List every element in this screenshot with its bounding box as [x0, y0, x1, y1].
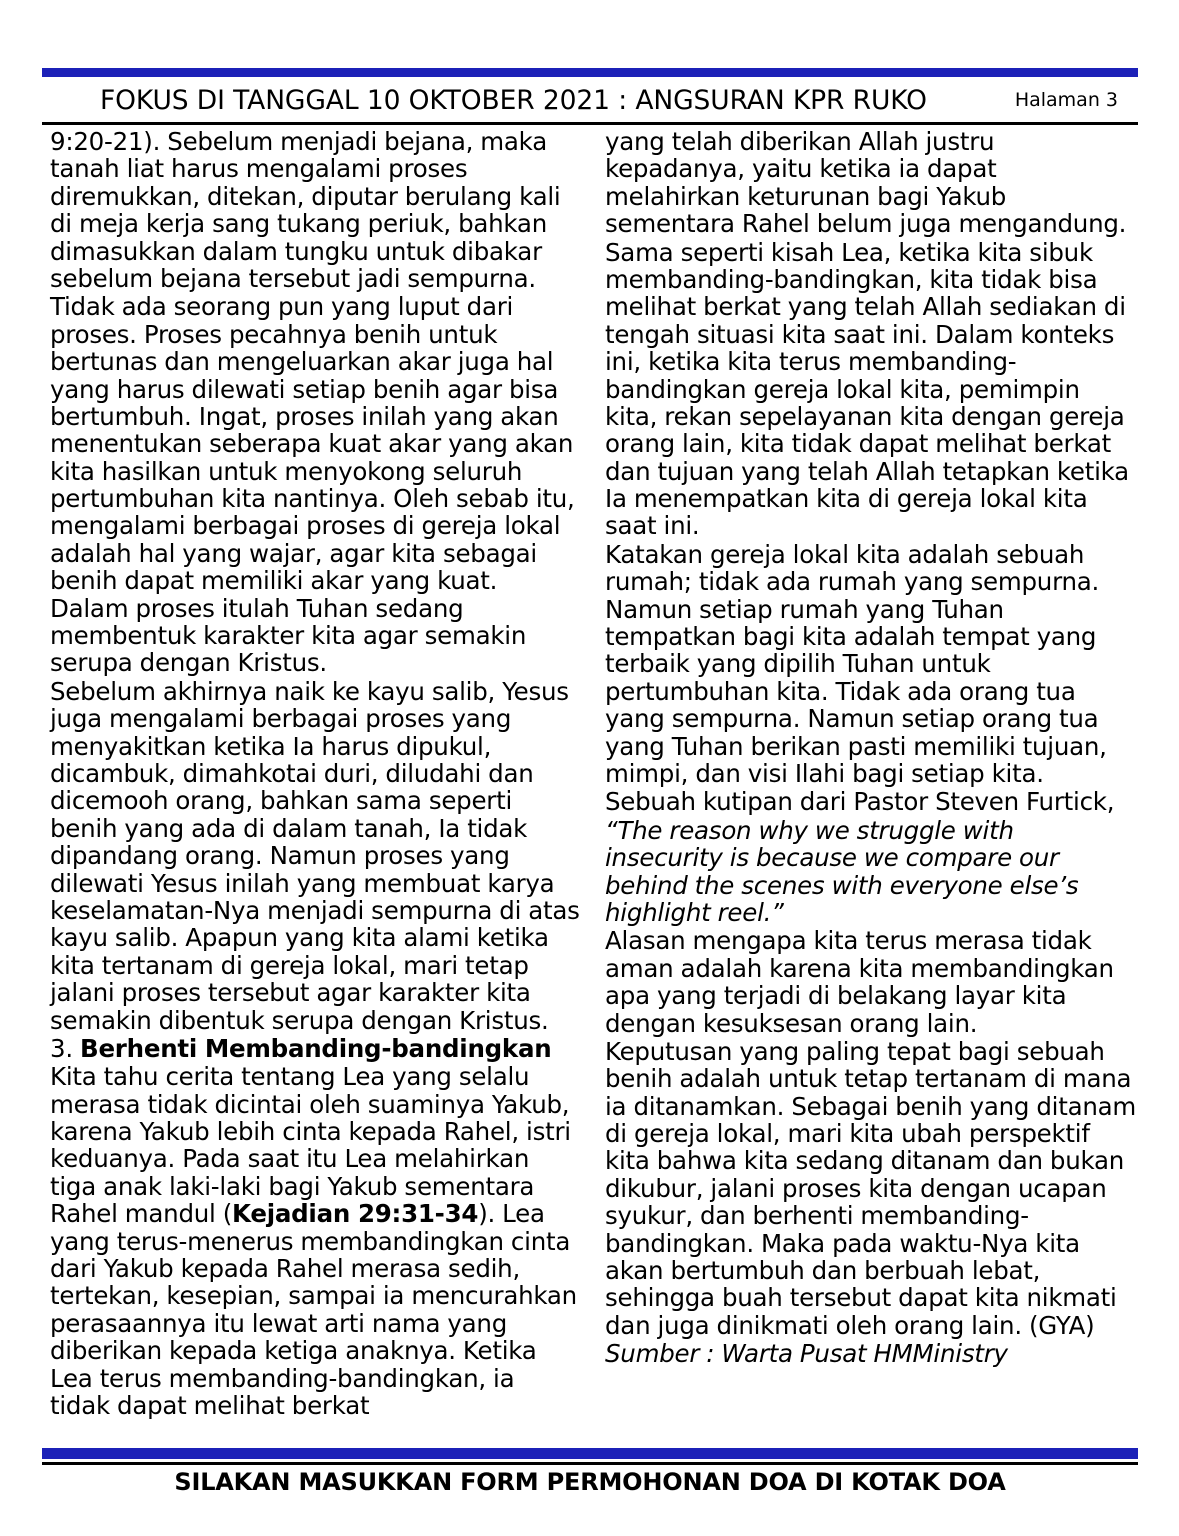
- page-header: [42, 80, 1138, 120]
- footer-text: SILAKAN MASUKKAN FORM PERMOHONAN DOA DI KOTAK DOA: [174, 1468, 1006, 1496]
- footer-blue-rule: [42, 1448, 1138, 1459]
- paragraph-with-reference: [50, 1063, 581, 1419]
- pull-quote: “The reason why we struggle with insecurity is because we compare our behind the scenes with everyone else’s highlight reel.”: [605, 815, 1079, 927]
- paragraph: Sebelum akhirnya naik ke kayu salib, Yesus juga mengalami berbagai proses yang menyakitkan ketika Ia harus dipukul, dicambuk, dimahkotai duri, diludahi dan dicemooh orang, bahkan sama seperti benih yang ada di dalam tanah, Ia tidak dipandang orang. Namun proses yang dilewati Yesus inilah yang membuat karya keselamatan-Nya menjadi sempurna di atas kayu salib. Apapun yang kita alami ketika kita tertanam di gereja lokal, mari tetap jalani proses tersebut agar karakter kita semakin dibentuk serupa dengan Kristus.: [50, 676, 580, 1035]
- header-title: FOKUS DI TANGGAL 10 OKTOBER 2021 : ANGSURAN KPR RUKO: [100, 84, 927, 116]
- header-blue-rule: [42, 68, 1138, 77]
- paragraph-text-part2: ). Lea yang terus-menerus membandingkan cinta dari Yakub kepada Rahel merasa sedih, tertekan, kesepian, sampai ia mencurahkan perasaannya itu lewat arti nama yang diberikan kepada ketiga anaknya. Ketika Lea terus membanding-bandingkan, ia tidak dapat melihat berkat: [50, 1199, 577, 1420]
- page-footer: [42, 1468, 1138, 1496]
- left-column: [50, 128, 581, 1419]
- paragraph: Katakan gereja lokal kita adalah sebuah rumah; tidak ada rumah yang sempurna. Namun setiap rumah yang Tuhan tempatkan bagi kita adalah tempat yang terbaik yang dipilih Tuhan untuk pertumbuhan kita. Tidak ada orang tua yang sempurna. Namun setiap orang tua yang Tuhan berikan pasti memiliki tujuan, mimpi, dan visi Ilahi bagi setiap kita.: [605, 539, 1107, 788]
- source-line: Sumber : Warta Pusat HMMinistry: [605, 1339, 1008, 1369]
- right-column: [605, 128, 1136, 1419]
- paragraph-text-part1: Kita tahu cerita tentang Lea yang selalu merasa tidak dicintai oleh suaminya Yakub, karena Yakub lebih cinta kepada Rahel, istri keduanya. Pada saat itu Lea melahirkan tiga anak laki-laki bagi Yakub sementara Rahel mandul (: [50, 1062, 571, 1229]
- paragraph: 9:20-21). Sebelum menjadi bejana, maka tanah liat harus mengalami proses diremukkan, ditekan, diputar berulang kali di meja kerja sang tukang periuk, bahkan dimasukkan dalam tungku untuk dibakar sebelum bejana tersebut jadi sempurna.: [50, 127, 561, 293]
- section-subheading: [50, 1035, 581, 1062]
- article-columns: [50, 128, 1136, 1419]
- quote-intro: Sebuah kutipan dari Pastor Steven Furtick,: [605, 787, 1115, 817]
- page-number-label: Halaman 3: [1014, 89, 1118, 111]
- paragraph: yang telah diberikan Allah justru kepadanya, yaitu ketika ia dapat melahirkan keturunan bagi Yakub sementara Rahel belum juga mengandung.: [605, 127, 1127, 239]
- subheading-number: 3.: [50, 1033, 81, 1063]
- bible-reference: Kejadian 29:31-34: [232, 1199, 479, 1229]
- footer-black-rule: [42, 1462, 1138, 1465]
- paragraph: Alasan mengapa kita terus merasa tidak aman adalah karena kita membandingkan apa yang terjadi di belakang layar kita dengan kesuksesan orang lain.: [605, 926, 1114, 1038]
- paragraph: Keputusan yang paling tepat bagi sebuah benih adalah untuk tetap tertanam di mana ia ditanamkan. Sebagai benih yang ditanam di gereja lokal, mari kita ubah perspektif kita bahwa kita sedang ditanam dan bukan dikubur, jalani proses kita dengan ucapan syukur, dan berhenti membanding-bandingkan. Maka pada waktu-Nya kita akan bertumbuh dan berbuah lebat, sehingga buah tersebut dapat kita nikmati dan juga dinikmati oleh orang lain. (GYA): [605, 1036, 1137, 1340]
- subheading-text: Berhenti Membanding-bandingkan: [80, 1033, 552, 1063]
- paragraph: Tidak ada seorang pun yang luput dari proses. Proses pecahnya benih untuk bertunas dan mengeluarkan akar juga hal yang harus dilewati setiap benih agar bisa bertumbuh. Ingat, proses inilah yang akan menentukan seberapa kuat akar yang akan kita hasilkan untuk menyokong seluruh pertumbuhan kita nantinya. Oleh sebab itu, mengalami berbagai proses di gereja lokal adalah hal yang wajar, agar kita sebagai benih dapat memiliki akar yang kuat. Dalam proses itulah Tuhan sedang membentuk karakter kita agar semakin serupa dengan Kristus.: [50, 292, 575, 678]
- header-black-rule: [42, 122, 1138, 125]
- paragraph: Sama seperti kisah Lea, ketika kita sibuk membanding-bandingkan, kita tidak bisa melihat berkat yang telah Allah sediakan di tengah situasi kita saat ini. Dalam konteks ini, ketika kita terus membanding-bandingkan gereja lokal kita, pemimpin kita, rekan sepelayanan kita dengan gereja orang lain, kita tidak dapat melihat berkat dan tujuan yang telah Allah tetapkan ketika Ia menempatkan kita di gereja lokal kita saat ini.: [605, 237, 1129, 541]
